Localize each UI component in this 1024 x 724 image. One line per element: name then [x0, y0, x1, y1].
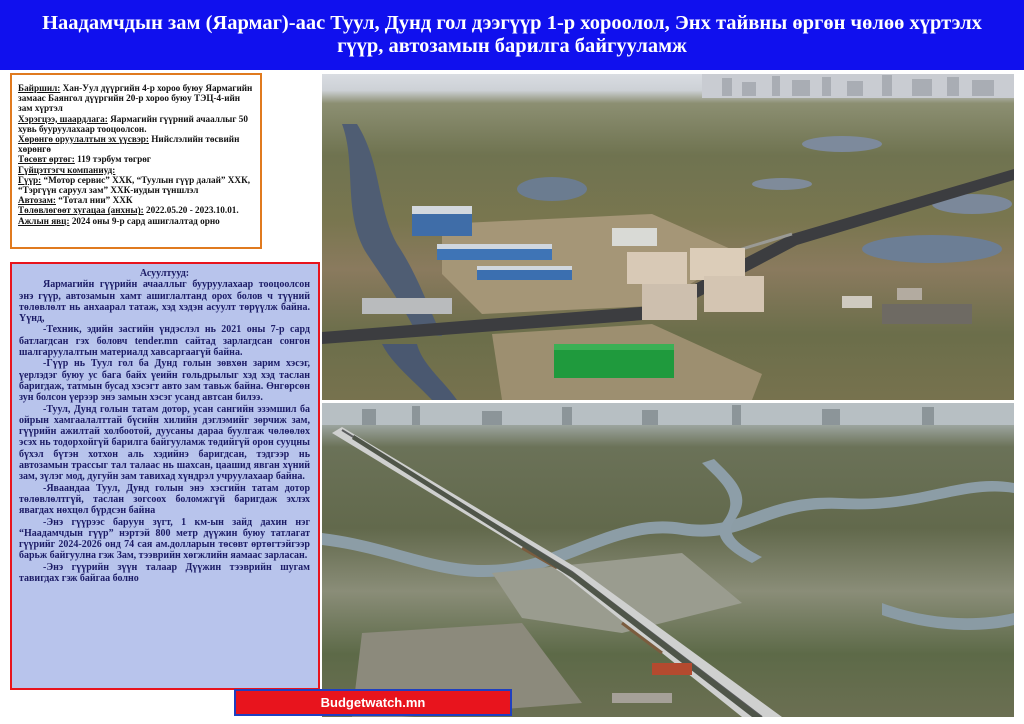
- budgetwatch-badge: [234, 689, 512, 716]
- info-row-road: [18, 195, 254, 205]
- info-label: Хөрөнгө оруулалтын эх үүсвэр:: [18, 134, 149, 145]
- question-paragraph: -Яваандаа Туул, Дунд голын энэ хэсгийн татам дотор төлөвлөлтгүй, таслан зогсоох боломжгүй баригдаж эхлэх явагдах нөхцөл бүрдсэн байна: [19, 482, 310, 517]
- info-value: “Тотал нии” ХХК: [55, 195, 133, 206]
- info-label: Гүйцэтгэгч компаниуд:: [18, 164, 116, 175]
- info-row-contractors: [18, 165, 254, 175]
- info-row-bridge: [18, 175, 254, 195]
- questions-box: [10, 262, 320, 690]
- info-row-schedule: [18, 205, 254, 215]
- info-value: “Мотор сервис” ХХК, “Туулын гүүр далай” ХХК, “Тэргүүн саруул зам” ХХК-иудын түншлэл: [18, 174, 251, 196]
- page-header: [0, 0, 1024, 70]
- aerial-photo-bridge-drawing: [322, 403, 1014, 717]
- aerial-photo-construction-site: [322, 74, 1014, 400]
- question-paragraph: -Энэ гүүрийн зүүн талаар Дүүжин тээврийн шугам тавигдах гэж байгаа болно: [19, 561, 310, 585]
- info-value: 2024 оны 9-р сард ашиглалтад орно: [69, 215, 220, 226]
- info-value: Яармагийн гүүрний ачааллыг 50 хувь бууруулахаар тооцоолсон.: [18, 113, 248, 134]
- info-row-location: [18, 83, 254, 114]
- info-label: Гүүр:: [18, 174, 42, 185]
- info-value: 2022.05.20 - 2023.10.01.: [143, 205, 239, 216]
- question-paragraph: -Гүүр нь Туул гол ба Дунд голын зөвхөн зарим хэсэг, үерлэдэг буюу ус бага байх үеийн гольдрылыг хэд хэд таслан баригдаж, татмын бусад хэсэгт авто зам тавьж байна. Өнгөрсөн зун болсон үерээр энэ замын хэсэг усанд автсан билээ.: [19, 358, 310, 404]
- questions-title: Асуултууд:: [139, 268, 190, 279]
- info-row-budget: [18, 154, 254, 164]
- info-value: 119 тэрбум төгрөг: [74, 154, 151, 165]
- info-row-funding: [18, 134, 254, 154]
- info-label: Ажлын явц:: [18, 215, 70, 226]
- page-title: Наадамчдын зам (Яармаг)-аас Туул, Дунд гол дээгүүр 1-р хороолол, Энх тайвны өргөн чөлөө хүртэлх гүүр, автозамын барилга байгууламж: [42, 12, 982, 57]
- info-label: Төсөвт өртөг:: [18, 154, 75, 165]
- project-info-box: [10, 73, 262, 249]
- info-label: Төлөвлөгөөт хугацаа (анхны):: [18, 205, 144, 216]
- aerial-photo-bridge: [322, 403, 1014, 717]
- info-row-progress: [18, 216, 254, 226]
- info-label: Байршил:: [18, 83, 61, 93]
- info-label: Хэрэгцээ, шаардлага:: [18, 113, 108, 124]
- info-label: Автозам:: [18, 195, 56, 206]
- question-paragraph: -Техник, эдийн засгийн үндэслэл нь 2021 оны 7-р сард батлагдсан гэх боловч tender.mn сайтад зарлагдсан сонгон шалгаруулалтын материалд хавсаргаагүй байна.: [19, 324, 310, 359]
- info-value: Хан-Уул дүүргийн 4-р хороо буюу Яармагийн замаас Баянгол дүүргийн 20-р хороо буюу ТЭЦ-4-ийн зам хүртэл: [18, 83, 253, 114]
- question-paragraph: -Туул, Дунд голын татам дотор, усан сангийн эзэмшил ба ойрын хамгаалалттай бүсийн хилийн дэглэмийг зөрчиж зам, гүүрийн ажилтай холбоотой, дуусаны дараа буулгаж чөлөөлөх эсэх нь тодорхойгүй барилга байгууламж төдийгүй орон сууцны бүхэл бүтэн хотхон аль хэдийнэ баригдсан, тэдгээр нь автозамын трассыг тал талаас нь шахсан, цаашид явган хүний зам, зүлэг мод, дугуйн зам тавихад хүндрэл учруулахаар байна.: [19, 403, 310, 483]
- info-value: Нийслэлийн төсвийн хөрөнгө: [18, 134, 240, 155]
- info-row-need: [18, 114, 254, 134]
- question-paragraph: -Энэ гүүрээс баруун зүгт, 1 км-ын зайд дахин нэг “Наадамчдын гүүр” нэртэй 800 метр дүүжин буюу татлагат гүүрийг 2024-2026 онд 74 сая ам.долларын төсөвт өртөгтэйгээр барьж байгуулна гэж Зам, тээврийн хөгжлийн яамаас зарласан.: [19, 516, 310, 562]
- badge-label: Budgetwatch.mn: [320, 695, 426, 710]
- aerial-photo-construction-site-drawing: [322, 74, 1014, 400]
- question-paragraph: Яармагийн гүүрийн ачааллыг бууруулахаар тооцоолсон энэ гүүр, автозамын хамт ашиглалтанд орох болов ч түүний төлөвлөлт нь анхаарал татаж, хэд хэдэн асуулт төрүүлж байна. Үүнд,: [19, 279, 310, 325]
